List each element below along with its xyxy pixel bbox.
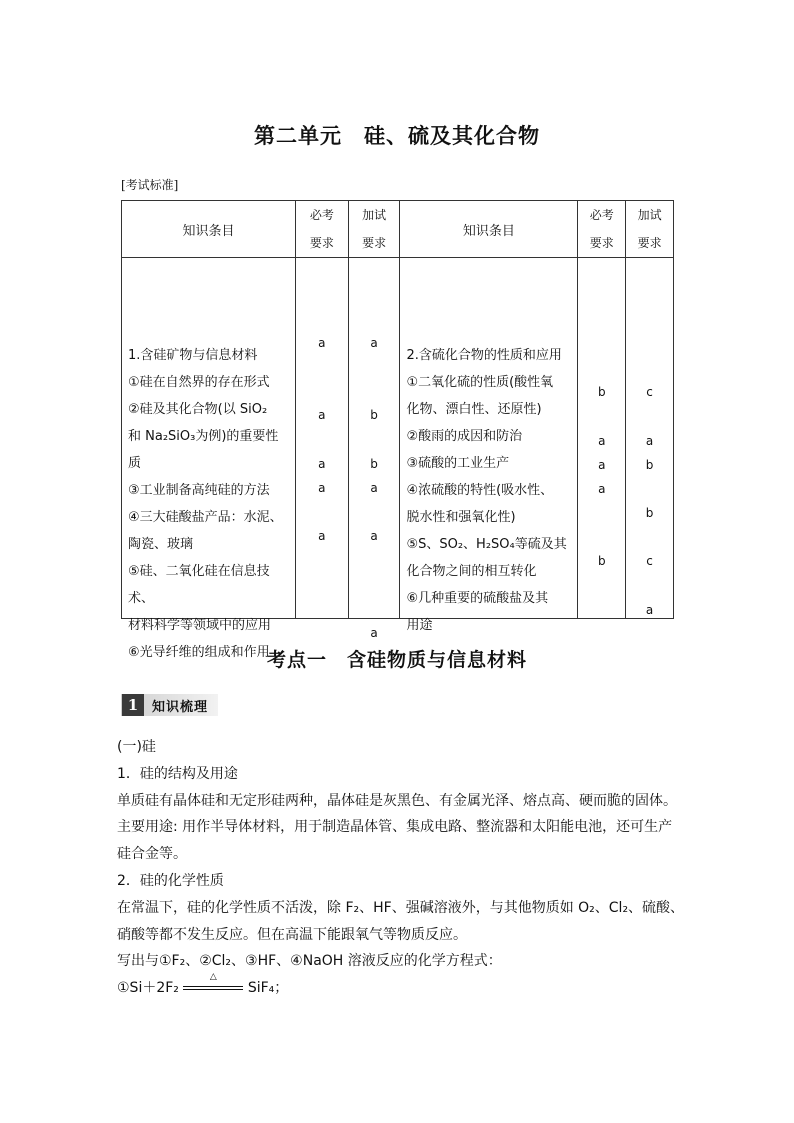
level-mark: a <box>318 408 326 422</box>
level-mark: b <box>597 554 606 568</box>
left-item: 和 Na₂SiO₃为例)的重要性 <box>128 429 279 444</box>
paragraph: 在常温下，硅的化学性质不活泼，除 F₂、HF、强碱溶液外，与其他物质如 O₂、Cl₂、硫酸、 <box>117 899 685 916</box>
body-text <box>117 734 685 1002</box>
equation <box>117 972 677 1002</box>
header-extra-right: 加试 要求 <box>626 201 674 258</box>
right-item: 化合物之间的相互转化 <box>406 564 537 579</box>
level-mark: a <box>370 481 378 495</box>
reaction-arrow <box>183 972 243 995</box>
header-required-right: 必考 要求 <box>578 201 626 258</box>
header-knowledge-items-right: 知识条目 <box>400 201 578 258</box>
right-item: ⑤S、SO₂、H₂SO₄等硫及其 <box>406 537 567 552</box>
left-required-cell <box>295 258 348 619</box>
left-item: 质 <box>128 456 142 471</box>
knowledge-review-badge <box>121 694 218 716</box>
level-mark: b <box>645 506 654 520</box>
left-item: ⑥光导纤维的组成和作用 <box>128 645 270 660</box>
right-item: 2.含硫化合物的性质和应用 <box>406 348 562 363</box>
badge-label: 知识梳理 <box>152 699 209 715</box>
right-item: 用途 <box>406 618 433 633</box>
right-item: ④浓硫酸的特性(吸水性、 <box>406 483 554 498</box>
paragraph: 单质硅有晶体硅和无定形硅两种，晶体硅是灰黑色、有金属光泽、熔点高、硬而脆的固体。 <box>117 792 677 809</box>
level-mark: a <box>370 626 378 640</box>
paragraph: 写出与①F₂、②Cl₂、③HF、④NaOH 溶液反应的化学方程式： <box>117 953 502 970</box>
right-item: ③硫酸的工业生产 <box>406 456 510 471</box>
standards-label: [考试标准] <box>121 178 179 192</box>
header-knowledge-items-left: 知识条目 <box>122 201 296 258</box>
left-item: ②硅及其化合物(以 SiO₂ <box>128 402 268 417</box>
left-extra-cell <box>348 258 400 640</box>
left-item: ⑤硅、二氧化硅在信息技术、 <box>128 564 270 606</box>
left-item: 1.含硅矿物与信息材料 <box>128 348 258 363</box>
badge-number: 1 <box>122 694 144 716</box>
right-required-cell <box>578 258 626 619</box>
level-mark: b <box>597 385 606 399</box>
left-item: ④三大硅酸盐产品：水泥、 <box>128 510 283 525</box>
level-mark: c <box>646 385 653 399</box>
level-mark: a <box>318 481 326 495</box>
page-title: 第二单元 硅、硫及其化合物 <box>254 123 540 148</box>
left-item: ③工业制备高纯硅的方法 <box>128 483 270 498</box>
level-mark: a <box>598 458 606 472</box>
left-item: ①硅在自然界的存在形式 <box>128 375 270 390</box>
right-item: ①二氧化硫的性质(酸性氧 <box>406 375 554 390</box>
level-mark: b <box>370 408 378 422</box>
right-item: ②酸雨的成因和防治 <box>406 429 523 444</box>
paragraph: 硅合金等。 <box>117 846 187 863</box>
level-mark: a <box>370 529 378 543</box>
left-item: 陶瓷、玻璃 <box>128 537 194 552</box>
header-extra-left: 加试 要求 <box>348 201 400 258</box>
subheading: 2．硅的化学性质 <box>117 872 224 889</box>
right-item: 化物、漂白性、还原性) <box>406 402 542 417</box>
right-item: 脱水性和强氧化性) <box>406 510 516 525</box>
level-mark: a <box>370 336 378 350</box>
subheading: 1．硅的结构及用途 <box>117 765 238 782</box>
level-mark: a <box>645 603 654 617</box>
level-mark: a <box>645 434 654 448</box>
level-mark: a <box>318 529 326 543</box>
equation-right: SiF₄； <box>247 980 289 997</box>
left-items-cell <box>122 258 296 660</box>
paragraph: 主要用途: 用作半导体材料，用于制造晶体管、集成电路、整流器和太阳能电池，还可生产 <box>117 819 673 836</box>
level-mark: a <box>318 457 326 471</box>
level-mark: b <box>370 457 378 471</box>
level-mark: a <box>318 336 326 350</box>
heat-condition-icon: △ <box>209 972 217 983</box>
right-item: ⑥几种重要的硫酸盐及其 <box>406 591 549 606</box>
level-mark: c <box>646 554 653 568</box>
level-mark: a <box>598 482 606 496</box>
level-mark: b <box>645 458 654 472</box>
header-required-left: 必考 要求 <box>295 201 348 258</box>
equation-left: ①Si＋2F₂ <box>117 980 179 997</box>
section-title: 考点一 含硅物质与信息材料 <box>266 649 527 671</box>
right-extra-cell <box>626 258 674 619</box>
level-mark: a <box>598 434 606 448</box>
right-items-cell <box>400 258 578 633</box>
paragraph: 硝酸等都不发生反应。但在高温下能跟氧气等物质反应。 <box>117 926 467 943</box>
paragraph: (一)硅 <box>117 739 156 755</box>
left-item: 材料科学等领域中的应用 <box>128 618 272 633</box>
